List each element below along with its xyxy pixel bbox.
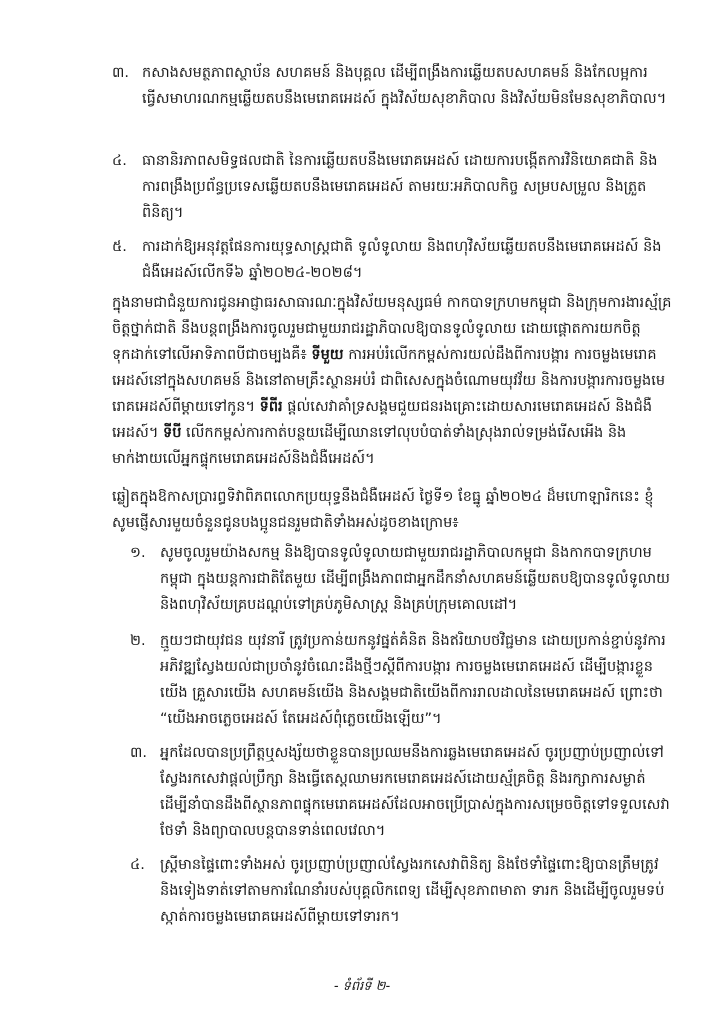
item-text: អ្នកដែលបានប្រព្រឹត្តឬសង្ស័យថាខ្លួនបានប្រឈមនឹងការឆ្លងមេរោគអេដស៍ ចូរប្រញាប់ប្រញាល់ទៅស្វែងរកសេវាផ្តល់ប្រឹក្សា និងធ្វើតេស្តឈាមរកមេរោគអេដស៍ដោយស្ម័គ្រចិត្ត និងរក្សាការសម្ងាត់ដើម្បីនាំបានដឹងពីស្ថានភាពផ្ទុកមេរោគអេដស៍ដែលអាចប្រើប្រាស់ក្នុងការសម្រេចចិត្តទៅទទួលសេវាថែទាំ និងព្យាបាលបន្តបានទាន់ពេលវេលា។	[160, 745, 670, 839]
objective-item-5	[112, 234, 672, 286]
item-text: ស្ត្រីមានផ្ទៃពោះទាំងអស់ ចូរប្រញាប់ប្រញាល់ស្វែងរកសេវាពិនិត្យ និងថែទាំផ្ទៃពោះឱ្យបានត្រឹមត្រូវ និងទៀងទាត់ទៅតាមការណែនាំរបស់បុគ្គលិកពេទ្យ ដើម្បីសុខភាពមាតា ទារក និងដើម្បីចូលរួមទប់ស្កាត់ការចម្លងមេរោគអេដស៍ពីម្តាយទៅទារក។	[160, 857, 665, 925]
item-number: ៣.	[130, 745, 147, 761]
message-item-1	[130, 540, 670, 618]
objective-item-4	[112, 148, 672, 226]
occasion-paragraph: ឆ្លៀតក្នុងឱកាសប្រារព្ធទិវាពិភពលោកប្រយុទ្ធនឹងជំងឺអេដស៍ ថ្ងៃទី១ ខែធ្នូ ឆ្នាំ២០២៤ ដ៏មហោឡារិកនេះ ខ្ញុំសូមផ្ញើសារមួយចំនួនជូនបងប្អូនជនរួមជាតិទាំងអស់ដូចខាងក្រោម៖	[112, 489, 654, 531]
item-number: ៤.	[130, 857, 145, 873]
item-text: សូមចូលរួមយ៉ាងសកម្ម និងឱ្យបានទូលំទូលាយជាមួយរាជរដ្ឋាភិបាលកម្ពុជា និងកាកបាទក្រហមកម្ពុជា ក្នុងយន្តការជាតិតែមួយ ដើម្បីពង្រឹងភាពជាអ្នកដឹកនាំសហគមន៍ឆ្លើយតបឱ្យបានទូលំទូលាយ និងពហុវិស័យគ្របដណ្តប់ទៅគ្រប់ភូមិសាស្ត្រ និងគ្រប់ក្រុមគោលដៅ។	[160, 545, 670, 613]
item-text: កសាងសមត្ថភាពស្ថាប័ន សហគមន៍ និងបុគ្គល ដើម្បីពង្រឹងការឆ្លើយតបសហគមន៍ និងកែលម្អការធ្វើសមាហរណកម្មឆ្លើយតបនឹងមេរោគអេដស៍ ក្នុងវិស័យសុខាភិបាល និងវិស័យមិនមែនសុខាភិបាល។	[142, 65, 667, 107]
item-number: ២.	[130, 633, 146, 649]
item-text: ធានានិរភាពសមិទ្ធផលជាតិ នៃការឆ្លើយតបនឹងមេរោគអេដស៍ ដោយការបង្កើតការវិនិយោគជាតិ និងការពង្រឹងប្រព័ន្ធប្រទេសឆ្លើយតបនឹងមេរោគអេដស៍ តាមរយៈអភិបាលកិច្ច សម្របសម្រួល និងត្រួតពិនិត្យ។	[142, 153, 658, 221]
message-item-2	[130, 628, 670, 732]
item-number: ១.	[130, 545, 146, 561]
paragraph-text: ក្នុងនាមជាជំនួយការជូនអាជ្ញាធរសាធារណៈក្នុងវិស័យមនុស្សធម៌ កាកបាទក្រហមកម្ពុជា និងក្រុមការងារស្ម័គ្រចិត្តថ្នាក់ជាតិ នឹងបន្តពង្រឹងការចូលរួមជាមួយរាជរដ្ឋាភិបាលឱ្យបានទូលំទូលាយ ដោយផ្តោតការយកចិត្តទុកដាក់ទៅលើអាទិភាពបីជាចម្បងគឺ៖	[112, 295, 672, 363]
ordinal-second: ទីពីរ	[259, 399, 283, 415]
ordinal-first: ទីមួយ	[311, 347, 344, 363]
page-number: - ទំព័រទី ២-	[333, 979, 391, 994]
paragraph-text: លើកកម្ពស់ការកាត់បន្ថយដើម្បីឈានទៅលុបបំបាត់ទាំងស្រុងរាល់ទម្រង់រើសអើង និងមាក់ងាយលើអ្នកផ្ទុកមេរោគអេដស៍និងជំងឺអេដស៍។	[112, 425, 627, 467]
item-number: ៤.	[112, 153, 127, 169]
item-text: ក្មួយៗជាយុវជន យុវនារី ត្រូវប្រកាន់យកនូវផ្នត់គំនិត និងឥរិយាបថវិជ្ជមាន ដោយប្រកាន់ខ្ជាប់នូវការអភិវឌ្ឍស្វែងយល់ជាប្រចាំនូវចំណេះដឹងថ្មីៗស្តីពីការបង្ការ ការចម្លងមេរោគអេដស៍ ដើម្បីបង្ការខ្លួនយើង គ្រួសារយើង សហគមន៍យើង និងសង្គមជាតិយើងពីការរាលដាលនៃមេរោគអេដស៍ ព្រោះថា “យើងអាចភ្លេចអេដស៍ តែអេដស៍ពុំភ្លេចយើងឡើយ”។	[160, 633, 666, 727]
ordinal-third: ទីបី	[162, 425, 182, 441]
paragraph-text: ផ្តល់សេវាគាំទ្រសង្គមជួយជនរងគ្រោះដោយសារមេរោគអេដស៍ និងជំងឺអេដស៍។	[112, 399, 653, 441]
item-text: ការដាក់ឱ្យអនុវត្តផែនការយុទ្ធសាស្ត្រជាតិ ទូលំទូលាយ និងពហុវិស័យឆ្លើយតបនឹងមេរោគអេដស៍ និងជំងឺអេដស៍លើកទី៦ ឆ្នាំ២០២៤-២០២៨។	[142, 239, 662, 281]
item-number: ៣.	[112, 65, 129, 81]
item-number: ៥.	[112, 239, 127, 255]
objective-item-3	[112, 60, 672, 112]
message-item-4	[130, 852, 670, 930]
paragraph-text: ការអប់រំលើកកម្ពស់ការយល់ដឹងពីការបង្ការ ការចម្លងមេរោគអេដស៍នៅក្នុងសហគមន៍ និងនៅតាមគ្រឹះស្ថានអប់រំ ជាពិសេសក្នុងចំណោមយុវវ័យ និងការបង្ការការចម្លងមេរោគអេដស៍ពីម្តាយទៅកូន។	[112, 347, 666, 415]
priorities-paragraph	[112, 290, 672, 472]
message-item-3	[130, 740, 670, 844]
